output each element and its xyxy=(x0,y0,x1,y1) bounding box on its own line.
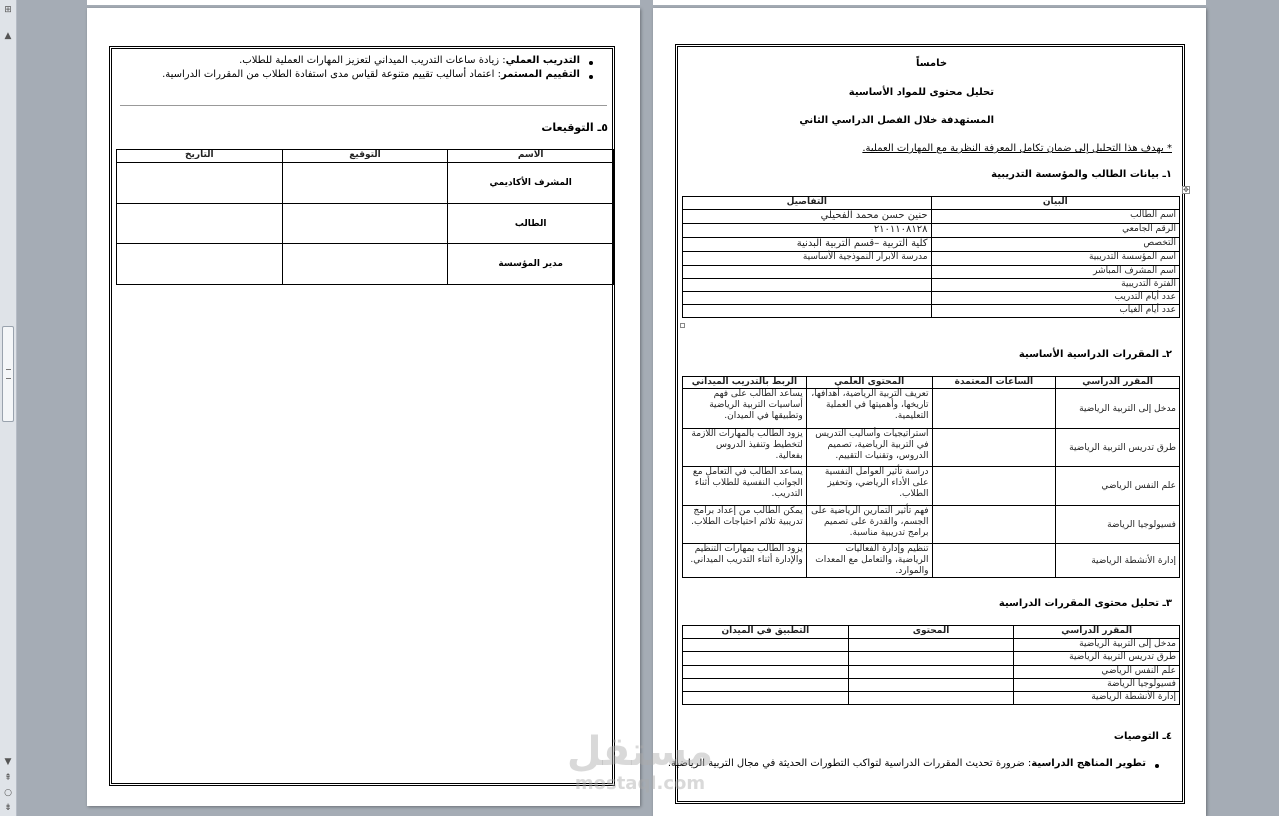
table-header: الساعات المعتمدة xyxy=(932,377,1056,389)
table-cell: إدارة الأنشطة الرياضية xyxy=(1014,692,1180,705)
table-cell: يساعد الطالب على فهم أساسيات التربية الرياضية وتطبيقها في الميدان. xyxy=(683,389,807,429)
bullet-icon xyxy=(589,75,593,79)
content-analysis-table xyxy=(682,625,1180,705)
table-cell xyxy=(932,389,1056,429)
previous-page-icon[interactable]: ⇞ xyxy=(4,773,12,783)
signatures-heading: ٥ـ التوقيعات xyxy=(541,121,608,134)
table-cell: علم النفس الرياضي xyxy=(1056,467,1180,506)
table-cell xyxy=(932,429,1056,467)
table-cell: حنين حسن محمد الفحيلي xyxy=(683,210,932,224)
section-heading: ٣ـ تحليل محتوى المقررات الدراسية xyxy=(998,598,1172,609)
table-header: التطبيق في الميدان xyxy=(683,626,849,639)
table-cell: فسيولوجيا الرياضة xyxy=(1014,679,1180,692)
bullet-icon xyxy=(589,61,593,65)
table-move-handle-icon[interactable]: ✥ xyxy=(1183,186,1189,194)
bullet-icon xyxy=(1155,764,1159,768)
table-cell xyxy=(683,679,849,692)
table-header: التفاصيل xyxy=(683,197,932,210)
table-cell xyxy=(683,292,932,305)
section-heading: ٤ـ التوصيات xyxy=(1113,731,1172,742)
signature-cell[interactable] xyxy=(282,244,448,285)
table-cell: اسم المؤسسة التدريبية xyxy=(931,252,1179,266)
table-cell: طرق تدريس التربية الرياضية xyxy=(1056,429,1180,467)
separator-line xyxy=(120,105,607,106)
table-cell xyxy=(683,692,849,705)
signature-cell[interactable] xyxy=(282,163,448,204)
table-cell xyxy=(683,666,849,679)
table-cell: تنظيم وإدارة الفعاليات الرياضية، والتعامل مع المعدات والموارد. xyxy=(806,544,932,578)
objective-text: * يهدف هذا التحليل إلى ضمان تكامل المعرفة النظرية مع المهارات العملية. xyxy=(862,143,1172,154)
courses-table xyxy=(682,376,1180,578)
table-cell: الطالب xyxy=(448,204,614,244)
table-cell: دراسة تأثير العوامل النفسية على الأداء الرياضي، وتحفيز الطلاب. xyxy=(806,467,932,506)
table-header: المحتوى xyxy=(848,626,1014,639)
table-header: المقرر الدراسي xyxy=(1014,626,1180,639)
table-cell: يساعد الطالب في التعامل مع الجوانب النفسية للطلاب أثناء التدريب. xyxy=(683,467,807,506)
table-header: التاريخ xyxy=(117,150,283,163)
signatures-table xyxy=(116,149,614,285)
document-page-left xyxy=(87,8,640,806)
section-heading: ١ـ بيانات الطالب والمؤسسة التدريبية xyxy=(991,169,1172,180)
table-cell xyxy=(683,639,849,652)
table-header: التوقيع xyxy=(282,150,448,163)
table-cell: مدخل إلى التربية الرياضية xyxy=(1014,639,1180,652)
section-number: خامساً xyxy=(916,58,948,69)
table-cell xyxy=(932,544,1056,578)
table-header: الربط بالتدريب الميداني xyxy=(683,377,807,389)
table-cell: التخصص xyxy=(931,238,1179,252)
table-cell: علم النفس الرياضي xyxy=(1014,666,1180,679)
recommendation-item: تطوير المناهج الدراسية: ضرورة تحديث المقررات الدراسية لتواكب التطورات الحديثة في مجال التربية الرياضية. xyxy=(667,758,1146,769)
table-cell: طرق تدريس التربية الرياضية xyxy=(1014,652,1180,666)
scrollbar-thumb[interactable] xyxy=(2,326,14,422)
bullet-item: التقييم المستمر: اعتماد أساليب تقييم متنوعة لقياس مدى استفادة الطلاب من المقررات الدراسية. xyxy=(162,69,580,80)
table-cell xyxy=(848,692,1014,705)
table-cell xyxy=(932,506,1056,544)
table-cell: ٢١٠١١٠٨١٢٨ xyxy=(683,224,932,238)
scroll-up-icon[interactable]: ▲ xyxy=(4,31,12,41)
table-header: المقرر الدراسي xyxy=(1056,377,1180,389)
section-heading: ٢ـ المقررات الدراسية الأساسية xyxy=(1018,349,1172,360)
table-cell xyxy=(683,279,932,292)
table-cell: فهم تأثير التمارين الرياضية على الجسم، والقدرة على تصميم برامج تدريبية مناسبة. xyxy=(806,506,932,544)
table-cell xyxy=(848,639,1014,652)
table-header: المحتوى العلمي xyxy=(806,377,932,389)
table-cell xyxy=(683,266,932,279)
table-cell: يزود الطالب بالمهارات اللازمة لتخطيط وتنفيذ الدروس بفعالية. xyxy=(683,429,807,467)
table-cell: إدارة الأنشطة الرياضية xyxy=(1056,544,1180,578)
table-cell: اسم المشرف المباشر xyxy=(931,266,1179,279)
bullet-item: التدريب العملي: زيادة ساعات التدريب الميداني لتعزيز المهارات العملية للطلاب. xyxy=(239,55,580,66)
table-cell: استراتيجيات وأساليب التدريس في التربية الرياضية، تصميم الدروس، وتقنيات التقييم. xyxy=(806,429,932,467)
table-cell xyxy=(683,305,932,318)
scroll-down-icon[interactable]: ▼ xyxy=(4,757,12,767)
table-cell: يمكن الطالب من إعداد برامج تدريبية تلائم احتياجات الطلاب. xyxy=(683,506,807,544)
table-header: الاسم xyxy=(448,150,614,163)
table-cell: يزود الطالب بمهارات التنظيم والإدارة أثناء التدريب الميداني. xyxy=(683,544,807,578)
student-info-table xyxy=(682,196,1180,318)
table-cell xyxy=(848,666,1014,679)
table-cell: فسيولوجيا الرياضة xyxy=(1056,506,1180,544)
select-browse-object-icon[interactable]: ○ xyxy=(4,788,12,798)
table-cell: اسم الطالب xyxy=(931,210,1179,224)
table-cell: مدرسة الابرار النموذجية الأساسية xyxy=(683,252,932,266)
table-cell: الرقم الجامعي xyxy=(931,224,1179,238)
date-cell[interactable] xyxy=(117,204,283,244)
view-ruler-icon[interactable]: ⊞ xyxy=(4,5,12,15)
document-page-right xyxy=(653,8,1206,816)
table-cell: عدد أيام الغياب xyxy=(931,305,1179,318)
date-cell[interactable] xyxy=(117,163,283,204)
table-cell xyxy=(848,652,1014,666)
page-subtitle: المستهدفة خلال الفصل الدراسي الثاني xyxy=(799,115,994,126)
previous-page-edge xyxy=(653,0,1206,5)
table-cell xyxy=(932,467,1056,506)
watermark: مستقل mostaql.com xyxy=(566,729,714,794)
previous-page-edge xyxy=(87,0,640,5)
date-cell[interactable] xyxy=(117,244,283,285)
vertical-scrollbar[interactable] xyxy=(0,0,17,816)
table-cell xyxy=(683,652,849,666)
signature-cell[interactable] xyxy=(282,204,448,244)
table-cell: مدخل إلى التربية الرياضية xyxy=(1056,389,1180,429)
table-cell: عدد أيام التدريب xyxy=(931,292,1179,305)
table-cell: كلية التربية –قسم التربية البدنية xyxy=(683,238,932,252)
table-cell: المشرف الأكاديمي xyxy=(448,163,614,204)
table-cell: مدير المؤسسة xyxy=(448,244,614,285)
table-cell: الفترة التدريبية xyxy=(931,279,1179,292)
page-title: تحليل محتوى للمواد الأساسية xyxy=(848,87,994,98)
table-cell: تعريف التربية الرياضية، أهدافها، تاريخها، وأهميتها في العملية التعليمية. xyxy=(806,389,932,429)
table-cell xyxy=(848,679,1014,692)
next-page-icon[interactable]: ⇟ xyxy=(4,803,12,813)
table-header: البيان xyxy=(931,197,1179,210)
table-resize-handle[interactable] xyxy=(680,323,685,328)
